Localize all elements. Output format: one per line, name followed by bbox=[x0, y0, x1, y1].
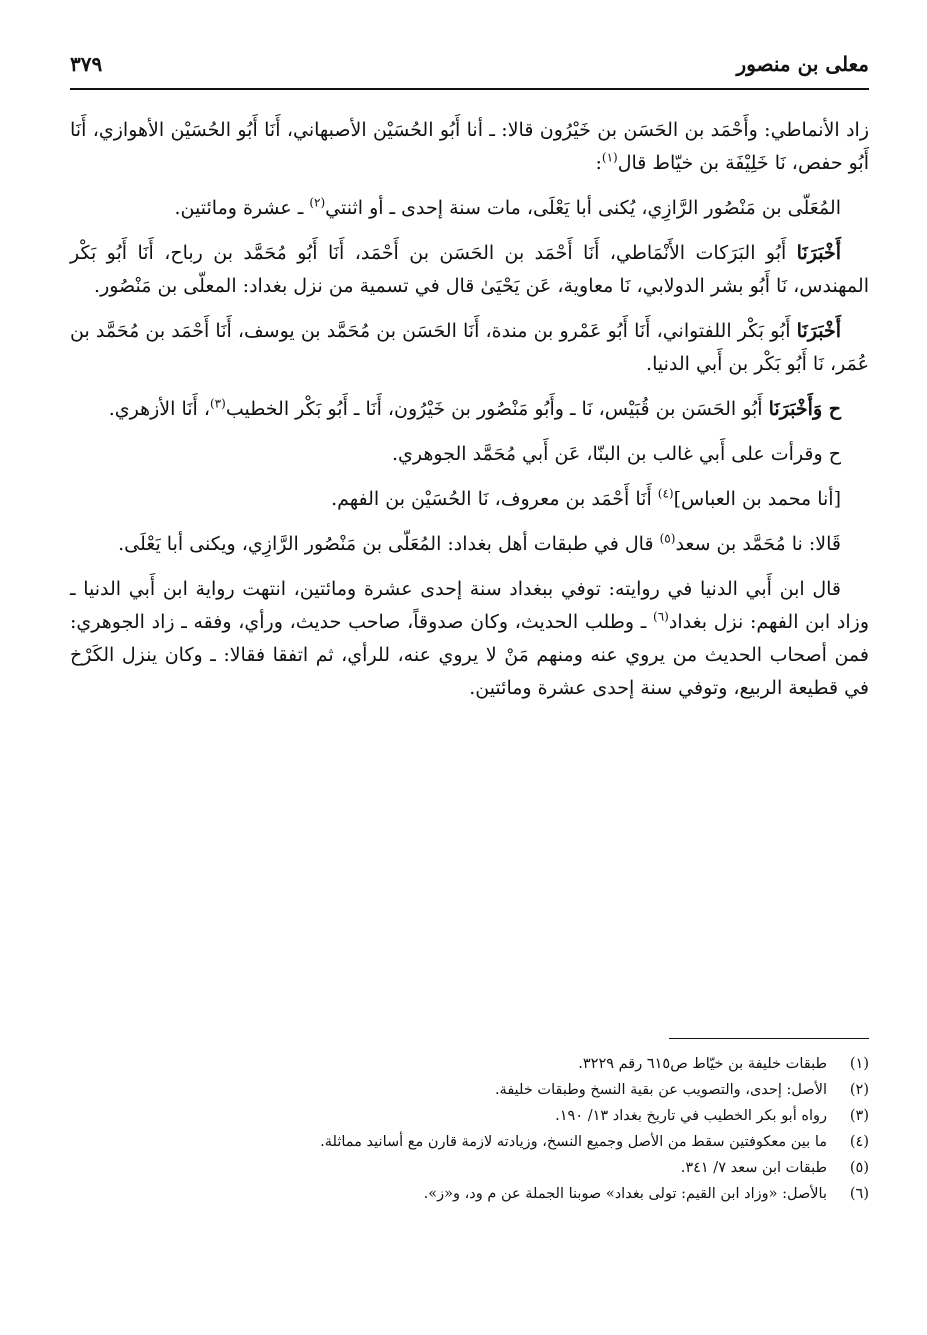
isnad-keyword: ح وَأَخْبَرَنَا bbox=[768, 398, 841, 420]
paragraph bbox=[70, 528, 869, 561]
footnote bbox=[70, 1181, 869, 1207]
main-text bbox=[70, 114, 869, 717]
paragraph bbox=[70, 192, 869, 225]
paragraph-text: أَبُو بَكْر اللفتواني، أَنَا أَبُو عَمْرو بن مندة، أَنَا الحَسَن بن مُحَمَّد بن يوسف، أَنَا أَحْمَد بن مُحَمَّد بن عُمَر، نَا أَبُو بَكْر بن أَبي الدنيا. bbox=[70, 320, 869, 375]
paragraph-text: [أنا محمد بن العباس] bbox=[673, 488, 841, 510]
paragraph-text: زاد الأنماطي: وأَحْمَد بن الحَسَن بن خَيْرُون قالا: ـ أنا أَبُو الحُسَيْن الأصبهاني، أَنَا أَبُو الحُسَيْن الأهوازي، أَنَا أَبُو حفص، نَا خَلِيْفَة بن خيّاط قال bbox=[70, 119, 869, 174]
footnote bbox=[70, 1077, 869, 1103]
paragraph bbox=[70, 237, 869, 303]
footnote bbox=[70, 1103, 869, 1129]
paragraph-text: المُعَلّى بن مَنْصُور الرَّازِي، يُكنى أبا يَعْلَى، مات سنة إحدى ـ أو اثنتي bbox=[325, 197, 841, 219]
paragraph bbox=[70, 438, 869, 471]
paragraph-text: ح وقرأت على أَبي غالب بن البنّا، عَن أَبي مُحَمَّد الجوهري. bbox=[392, 443, 841, 465]
footnote-text: ما بين معكوفتين سقط من الأصل وجميع النسخ، وزيادته لازمة قارن مع أسانيد مماثلة. bbox=[320, 1134, 827, 1150]
paragraph-text: ـ وطلب الحديث، وكان صدوقاً، صاحب حديث، ورأي، وفقه ـ زاد الجوهري: فمن أصحاب الحديث من يروي عنه ومنهم مَنْ لا يروي عنه، للرأي، ثم اتفقا فقالا: ـ وكان ينزل الكَرْخ في قطيعة الربيع، وتوفي سنة إحدى عشرة ومائتين. bbox=[70, 611, 869, 699]
footnote-number: (٢) bbox=[849, 1082, 869, 1098]
running-title: معلى بن منصور bbox=[736, 52, 869, 76]
paragraph-text: ـ عشرة ومائتين. bbox=[174, 197, 310, 219]
page-number: ٣٧٩ bbox=[70, 52, 103, 76]
footnote-number: (٣) bbox=[849, 1108, 869, 1124]
paragraph bbox=[70, 114, 869, 180]
footnote-number: (١) bbox=[849, 1056, 869, 1072]
paragraph-text: أَبُو البَرَكات الأَنْمَاطي، أَنَا أَحْمَد بن الحَسَن بن أَحْمَد، أَنَا أَبُو مُحَمَّد بن رباح، أَنَا أَبُو بَكْر المهندس، نَا أَبُو بشر الدولابي، نَا معاوية، عَن يَحْيَىٰ قال في تسمية من نزل بغداد: المعلّى بن مَنْصُور. bbox=[70, 242, 869, 297]
footnote bbox=[70, 1051, 869, 1077]
footnote-number: (٦) bbox=[849, 1186, 869, 1202]
footnote-reference: (٥) bbox=[659, 531, 676, 546]
footnote-text: طبقات ابن سعد ٧/ ٣٤١. bbox=[680, 1160, 827, 1176]
paragraph-text: قَالا: نا مُحَمَّد بن سعد bbox=[675, 533, 841, 555]
footnote-reference: (٦) bbox=[653, 609, 669, 624]
footnote-text: بالأصل: «وزاد ابن القيم: تولى بغداد» صوبنا الجملة عن م ود، و«ز». bbox=[423, 1186, 827, 1202]
footnote-reference: (٢) bbox=[309, 195, 326, 210]
paragraph bbox=[70, 483, 869, 516]
footnote-divider bbox=[669, 1038, 869, 1039]
footnote-list bbox=[70, 1051, 869, 1207]
footnote-reference: (٤) bbox=[657, 486, 674, 501]
footnote-number: (٤) bbox=[849, 1134, 869, 1150]
isnad-keyword: أَخْبَرَنَا bbox=[796, 320, 841, 342]
paragraph bbox=[70, 315, 869, 381]
paragraph-text: أَبُو الحَسَن بن قُبَيْس، نَا ـ وأَبُو مَنْصُور بن خَيْرُون، أَنَا ـ أَبُو بَكْر الخطيب bbox=[225, 398, 769, 420]
paragraph-text: أَنَا أَحْمَد بن معروف، نَا الحُسَيْن بن الفهم. bbox=[331, 488, 658, 510]
isnad-keyword: أَخْبَرَنَا bbox=[796, 242, 841, 264]
paragraph-text: قال ابن أَبي الدنيا في روايته: توفي ببغداد سنة إحدى عشرة ومائتين، انتهت رواية ابن أَبي الدنيا ـ وزاد ابن الفهم: نزل بغداد bbox=[70, 578, 869, 633]
footnote-reference: (٣) bbox=[209, 396, 226, 411]
footnote-text: رواه أبو بكر الخطيب في تاريخ بغداد ١٣/ ١٩٠. bbox=[555, 1108, 827, 1124]
footnote-text: الأصل: إحدى، والتصويب عن بقية النسخ وطبقات خليفة. bbox=[494, 1082, 827, 1098]
paragraph-text: : bbox=[595, 152, 602, 174]
footnote-text: طبقات خليفة بن خيّاط ص٦١٥ رقم ٣٢٢٩. bbox=[578, 1056, 827, 1072]
footnote-number: (٥) bbox=[849, 1160, 869, 1176]
paragraph-text: ، أَنَا الأزهري. bbox=[108, 398, 210, 420]
footnote bbox=[70, 1155, 869, 1181]
paragraph bbox=[70, 573, 869, 705]
paragraph bbox=[70, 393, 869, 426]
footnote-reference: (١) bbox=[601, 150, 618, 165]
page-header bbox=[70, 48, 869, 90]
paragraph-text: قال في طبقات أهل بغداد: المُعَلّى بن مَنْصُور الرَّازِي، ويكنى أبا يَعْلَى. bbox=[118, 533, 660, 555]
footnotes-section bbox=[70, 1038, 869, 1207]
footnote bbox=[70, 1129, 869, 1155]
